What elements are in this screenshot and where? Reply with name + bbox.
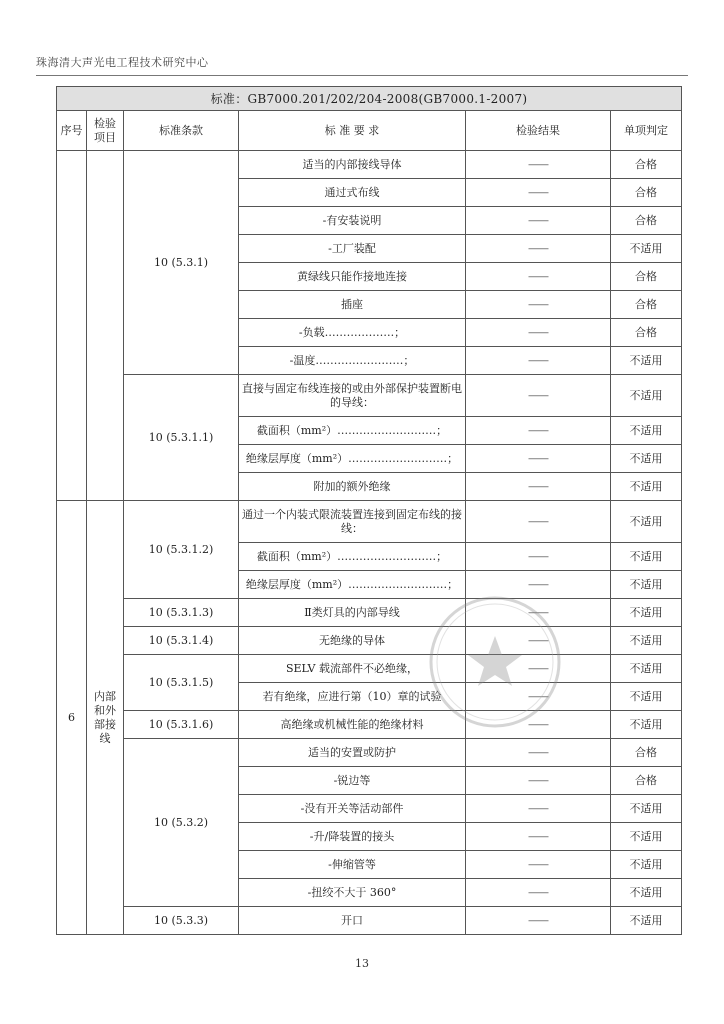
header-divider [36,75,688,76]
table-row [57,907,682,935]
seq-number: 6 [57,501,87,935]
result-cell: —— [466,627,611,655]
result-cell: —— [466,599,611,627]
page-number: 13 [355,957,369,970]
organization-header: 珠海清大声光电工程技术研究中心 [36,56,209,69]
verdict-cell: 不适用 [611,795,682,823]
result-cell: —— [466,375,611,417]
header-clause: 标准条款 [124,111,239,151]
requirement-cell: 附加的额外绝缘 [239,473,466,501]
verdict-cell: 不适用 [611,417,682,445]
result-cell: —— [466,179,611,207]
result-cell: —— [466,417,611,445]
verdict-cell: 不适用 [611,683,682,711]
verdict-cell: 不适用 [611,543,682,571]
verdict-cell: 不适用 [611,655,682,683]
requirement-cell: -升/降装置的接头 [239,823,466,851]
inspection-table [56,86,682,935]
header-result: 检验结果 [466,111,611,151]
clause-cell: 10 (5.3.2) [124,739,239,907]
result-cell: —— [466,263,611,291]
table-row [57,501,682,543]
verdict-cell: 不适用 [611,375,682,417]
clause-cell: 10 (5.3.1.4) [124,627,239,655]
header-verdict: 单项判定 [611,111,682,151]
result-cell: —— [466,795,611,823]
verdict-cell: 不适用 [611,235,682,263]
verdict-cell: 不适用 [611,445,682,473]
result-cell: —— [466,347,611,375]
requirement-cell: -没有开关等活动部件 [239,795,466,823]
requirement-cell: -扭绞不大于 360° [239,879,466,907]
requirement-cell: Ⅱ类灯具的内部导线 [239,599,466,627]
clause-cell: 10 (5.3.1.6) [124,711,239,739]
header-item: 检验项目 [87,111,124,151]
verdict-cell: 不适用 [611,571,682,599]
requirement-cell: -伸缩管等 [239,851,466,879]
verdict-cell: 不适用 [611,347,682,375]
clause-cell: 10 (5.3.1) [124,151,239,375]
clause-cell: 10 (5.3.1.5) [124,655,239,711]
table-row [57,739,682,767]
requirement-cell: -锐边等 [239,767,466,795]
requirement-cell: 直接与固定布线连接的或由外部保护装置断电的导线： [239,375,466,417]
clause-cell: 10 (5.3.1.2) [124,501,239,599]
standard-label: 标准：GB7000.201/202/204-2008(GB7000.1-2007) [57,87,682,111]
seq-cell-continued [57,151,87,501]
result-cell: —— [466,907,611,935]
result-cell: —— [466,879,611,907]
verdict-cell: 合格 [611,263,682,291]
item-name [87,501,124,935]
requirement-cell: 黄绿线只能作接地连接 [239,263,466,291]
result-cell: —— [466,151,611,179]
result-cell: —— [466,823,611,851]
result-cell: —— [466,445,611,473]
clause-cell: 10 (5.3.1.3) [124,599,239,627]
standard-row [57,87,682,111]
verdict-cell: 不适用 [611,879,682,907]
verdict-cell: 不适用 [611,473,682,501]
requirement-cell: 适当的安置或防护 [239,739,466,767]
table-row [57,627,682,655]
requirement-cell: -有安装说明 [239,207,466,235]
verdict-cell: 不适用 [611,599,682,627]
item-name-text: 内部和外部接线 [94,689,116,745]
requirement-cell: 通过式布线 [239,179,466,207]
result-cell: —— [466,711,611,739]
result-cell: —— [466,767,611,795]
verdict-cell: 合格 [611,151,682,179]
result-cell: —— [466,319,611,347]
result-cell: —— [466,235,611,263]
result-cell: —— [466,571,611,599]
item-cell-continued [87,151,124,501]
requirement-cell: -工厂装配 [239,235,466,263]
requirement-cell: 适当的内部接线导体 [239,151,466,179]
verdict-cell: 不适用 [611,501,682,543]
verdict-cell: 合格 [611,767,682,795]
table-row [57,711,682,739]
result-cell: —— [466,501,611,543]
table-row [57,599,682,627]
requirement-cell: 通过一个内装式限流装置连接到固定布线的接线： [239,501,466,543]
verdict-cell: 不适用 [611,851,682,879]
result-cell: —— [466,739,611,767]
table-row [57,375,682,417]
requirement-cell: 绝缘层厚度（mm²）………………………； [239,571,466,599]
verdict-cell: 不适用 [611,907,682,935]
result-cell: —— [466,543,611,571]
verdict-cell: 合格 [611,291,682,319]
requirement-cell: 若有绝缘，应进行第（10）章的试验 [239,683,466,711]
requirement-cell: 开口 [239,907,466,935]
verdict-cell: 合格 [611,319,682,347]
verdict-cell: 合格 [611,207,682,235]
result-cell: —— [466,655,611,683]
requirement-cell: 高绝缘或机械性能的绝缘材料 [239,711,466,739]
header-seq: 序号 [57,111,87,151]
result-cell: —— [466,683,611,711]
requirement-cell: 无绝缘的导体 [239,627,466,655]
verdict-cell: 合格 [611,739,682,767]
verdict-cell: 不适用 [611,711,682,739]
requirement-cell: SELV 载流部件不必绝缘， [239,655,466,683]
requirement-cell: -负载……………….； [239,319,466,347]
requirement-cell: 插座 [239,291,466,319]
requirement-cell: -温度……………………； [239,347,466,375]
result-cell: —— [466,851,611,879]
result-cell: —— [466,473,611,501]
table-row [57,151,682,179]
result-cell: —— [466,291,611,319]
clause-cell: 10 (5.3.1.1) [124,375,239,501]
clause-cell: 10 (5.3.3) [124,907,239,935]
requirement-cell: 截面积（mm²）………………………； [239,543,466,571]
requirement-cell: 绝缘层厚度（mm²）………………………； [239,445,466,473]
verdict-cell: 不适用 [611,823,682,851]
table-row [57,655,682,683]
header-requirement: 标 准 要 求 [239,111,466,151]
verdict-cell: 不适用 [611,627,682,655]
table-header [57,111,682,151]
verdict-cell: 合格 [611,179,682,207]
result-cell: —— [466,207,611,235]
requirement-cell: 截面积（mm²）………………………； [239,417,466,445]
